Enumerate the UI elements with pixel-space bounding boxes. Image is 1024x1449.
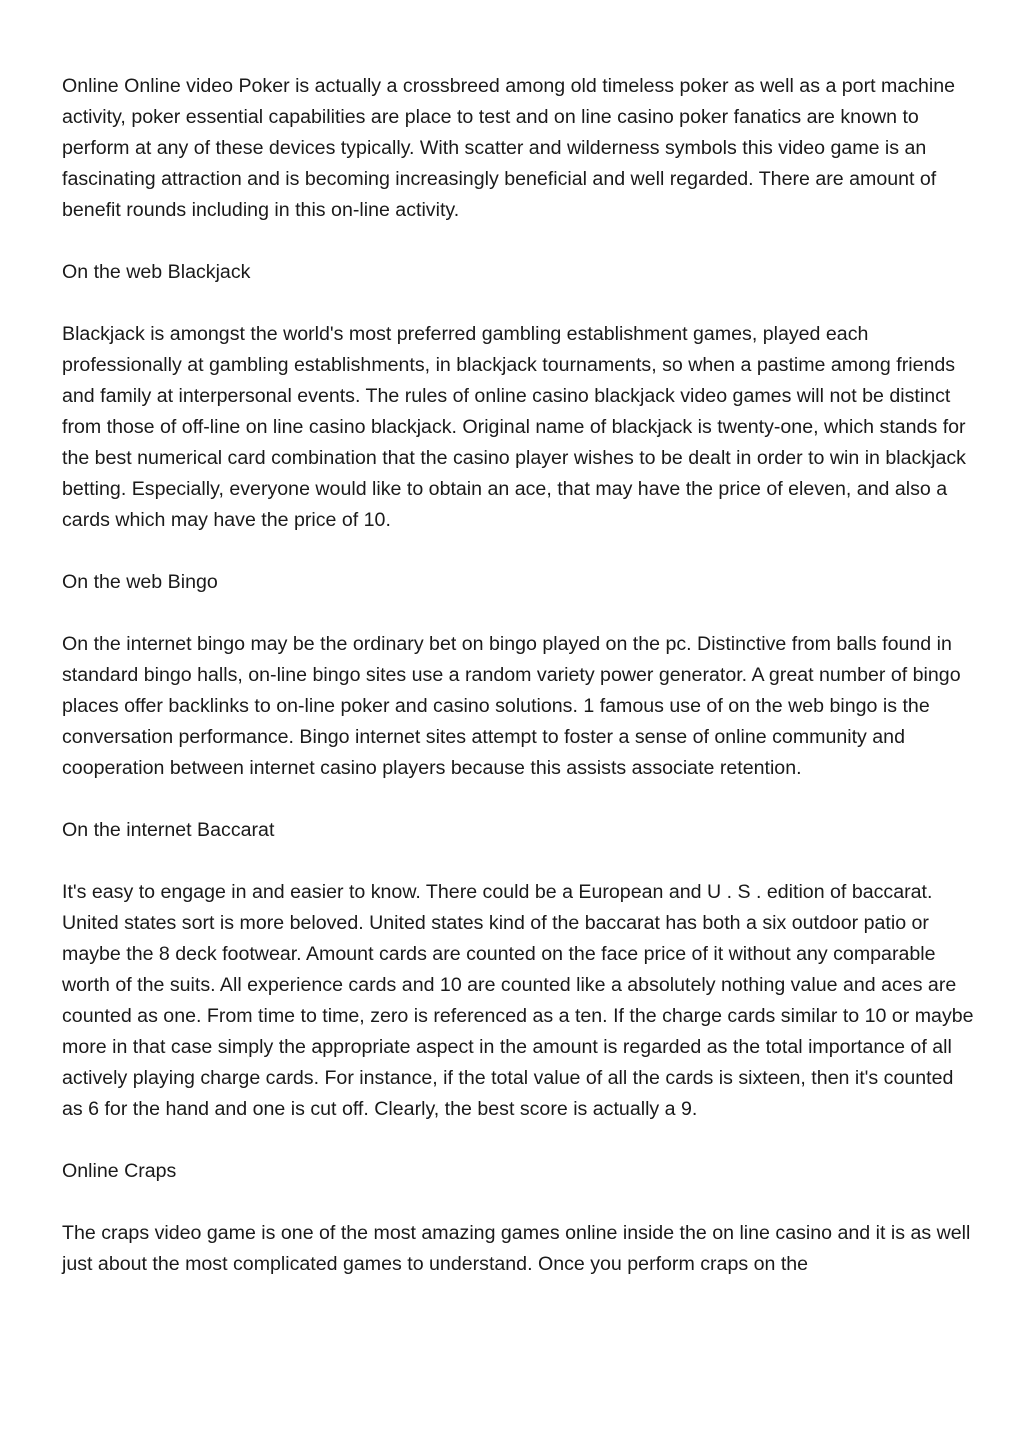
- intro-paragraph: Online Online video Poker is actually a crossbreed among old timeless poker as well as a port machine activity, poker essential capabilities are place to test and on line casino poker fanatics are known to perform at any of these devices typically. With scatter and wilderness symbols this video game is an fascinating attraction and is becoming increasingly beneficial and well regarded. There are amount of benefit rounds including in this on-line activity.: [62, 75, 956, 221]
- document-page: [62, 71, 974, 1311]
- section-body-baccarat: It's easy to engage in and easier to know. There could be a European and U . S . edition of baccarat. United states sort is more beloved. United states kind of the baccarat has both a six outdoor patio or maybe the 8 deck footwear. Amount cards are counted on the face price of it without any comparable worth of the suits. All experience cards and 10 are counted like a absolutely nothing value and aces are counted as one. From time to time, zero is referenced as a ten. If the charge cards similar to 10 or maybe more in that case simply the appropriate aspect in the amount is regarded as the total importance of all actively playing charge cards. For instance, if the total value of all the cards is sixteen, then it's counted as 6 for the hand and one is cut off. Clearly, the best score is actually a 9.: [62, 881, 974, 1120]
- section-body-blackjack: Blackjack is amongst the world's most preferred gambling establishment games, played each professionally at gambling establishments, in blackjack tournaments, so when a pastime among friends and family at interpersonal events. The rules of online casino blackjack video games will not be distinct from those of off-line on line casino blackjack. Original name of blackjack is twenty-one, which stands for the best numerical card combination that the casino player wishes to be dealt in order to win in blackjack betting. Especially, everyone would like to obtain an ace, that may have the price of eleven, and also a cards which may have the price of 10.: [62, 323, 966, 531]
- section-body-bingo: On the internet bingo may be the ordinary bet on bingo played on the pc. Distinctive from balls found in standard bingo halls, on-line bingo sites use a random variety power generator. A great number of bingo places offer backlinks to on-line poker and casino solutions. 1 famous use of on the web bingo is the conversation performance. Bingo internet sites attempt to foster a sense of online community and cooperation between internet casino players because this assists associate retention.: [62, 633, 961, 779]
- section-heading-blackjack: On the web Blackjack: [62, 261, 251, 283]
- section-heading-baccarat: On the internet Baccarat: [62, 819, 275, 841]
- section-heading-craps: Online Craps: [62, 1160, 177, 1182]
- section-body-craps: The craps video game is one of the most amazing games online inside the on line casino and it is as well just about the most complicated games to understand. Once you perform craps on the: [62, 1222, 971, 1275]
- section-heading-bingo: On the web Bingo: [62, 571, 218, 593]
